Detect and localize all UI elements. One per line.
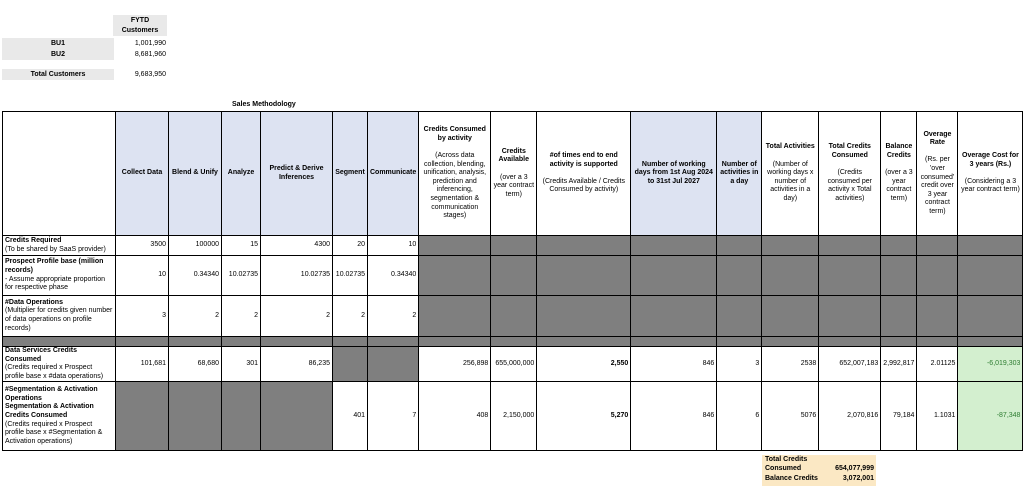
data-services-consumed: 256,898 (419, 347, 491, 382)
data-operations-sub: (Multiplier for credits given number of data operations on profile records) (5, 307, 113, 332)
grey-cell (3, 337, 116, 347)
grey-cell (333, 347, 368, 382)
grey-cell (717, 236, 762, 256)
grey-cell (631, 236, 717, 256)
segmentation-segment: 401 (333, 382, 368, 451)
data-ops-segment: 2 (333, 296, 368, 337)
credits-required-label (3, 236, 116, 256)
header-balance-credits (881, 112, 917, 236)
header-overage-rate-title: Overage Rate (923, 130, 952, 147)
credits-required-predict: 4300 (261, 236, 333, 256)
credits-required-sub: (To be shared by SaaS provider) (5, 245, 106, 253)
table-row (3, 236, 1023, 256)
grey-cell (222, 382, 261, 451)
grey-cell (917, 236, 958, 256)
prospect-blend: 0.34340 (169, 256, 222, 296)
credits-required-collect: 3500 (116, 236, 169, 256)
sales-methodology-table (2, 111, 1023, 451)
data-services-total-activities: 2538 (762, 347, 819, 382)
totals-box (762, 455, 876, 486)
prospect-predict: 10.02735 (261, 256, 333, 296)
section-title: Sales Methodology (232, 101, 296, 108)
credits-required-segment: 20 (333, 236, 368, 256)
corner-cell (3, 112, 116, 236)
total-customers-value: 9,683,950 (134, 71, 166, 78)
header-activities-per-day: Number of activities in a day (717, 112, 762, 236)
data-services-predict: 86,235 (261, 347, 333, 382)
grey-cell (333, 337, 368, 347)
header-analyze: Analyze (222, 112, 261, 236)
grey-cell (116, 382, 169, 451)
grey-cell (491, 236, 537, 256)
prospect-profile-sub: - Assume appropriate proportion for respective phase (5, 275, 105, 292)
header-times-supported-title: #of times end to end activity is supported (549, 152, 618, 168)
data-ops-blend: 2 (169, 296, 222, 337)
header-total-credits-title: Total Credits Consumed (828, 143, 871, 160)
data-ops-communicate: 2 (368, 296, 419, 337)
grey-cell (537, 296, 631, 337)
grey-cell (762, 337, 819, 347)
header-credits-available-sub: (over a 3 year contract term) (493, 173, 535, 198)
header-times-supported-sub: (Credits Available / Credits Consumed by activity) (542, 177, 625, 194)
header-overage-cost (958, 112, 1023, 236)
data-services-label (3, 347, 116, 382)
segmentation-communicate: 7 (368, 382, 419, 451)
header-overage-cost-sub: (Considering a 3 year contract term) (961, 177, 1020, 194)
grey-cell (819, 236, 881, 256)
segmentation-times: 5,270 (537, 382, 631, 451)
grey-cell (762, 256, 819, 296)
grey-cell (169, 382, 222, 451)
bu1-value: 1,001,990 (134, 40, 166, 47)
bu2-value: 8,681,960 (134, 51, 166, 58)
table-row (3, 256, 1023, 296)
grey-cell (762, 236, 819, 256)
segmentation-available: 2,150,000 (491, 382, 537, 451)
total-consumed-value: 654,077,999 (835, 465, 874, 472)
grey-cell (958, 236, 1023, 256)
balance-credits-label: Balance Credits (765, 475, 818, 482)
data-services-days: 846 (631, 347, 717, 382)
grey-cell (631, 256, 717, 296)
segmentation-title-1: #Segmentation & Activation Operations (5, 386, 98, 402)
header-credits-available-title: Credits Available (498, 147, 530, 164)
data-services-total-credits: 652,007,183 (819, 347, 881, 382)
segmentation-balance: 79,184 (881, 382, 917, 451)
header-collect-data: Collect Data (116, 112, 169, 236)
grey-cell (819, 256, 881, 296)
grey-cell (717, 296, 762, 337)
grey-cell (368, 347, 419, 382)
grey-cell (717, 337, 762, 347)
segmentation-consumed: 408 (419, 382, 491, 451)
segmentation-sub: (Credits required x Prospect profile base x #Segmentation & Activation operations) (5, 420, 103, 445)
grey-cell (881, 236, 917, 256)
total-consumed-label-2: Consumed (765, 465, 802, 472)
grey-cell (958, 256, 1023, 296)
credits-required-title: Credits Required (5, 236, 62, 244)
header-overage-rate (917, 112, 958, 236)
grey-cell (537, 337, 631, 347)
header-total-credits-sub: (Credits consumed per activity x Total activities) (827, 169, 872, 202)
grey-cell (717, 256, 762, 296)
grey-cell (222, 337, 261, 347)
grey-cell (958, 296, 1023, 337)
grey-cell (537, 256, 631, 296)
balance-credits-value: 3,072,001 (842, 475, 874, 482)
grey-cell (881, 296, 917, 337)
header-total-credits (819, 112, 881, 236)
grey-cell (917, 256, 958, 296)
header-balance-credits-title: Balance Credits (885, 143, 913, 160)
grey-cell (537, 236, 631, 256)
grey-cell (491, 256, 537, 296)
data-services-overage: 2.01125 (917, 347, 958, 382)
credits-required-blend: 100000 (169, 236, 222, 256)
data-services-cost: -6,019,303 (958, 347, 1023, 382)
grey-cell (819, 296, 881, 337)
header-balance-credits-sub: (over a 3 year contract term) (885, 169, 913, 202)
grey-cell (958, 337, 1023, 347)
grey-cell (419, 256, 491, 296)
prospect-analyze: 10.02735 (222, 256, 261, 296)
header-predict: Predict & Derive Inferences (261, 112, 333, 236)
data-services-available: 655,000,000 (491, 347, 537, 382)
segmentation-perday: 6 (717, 382, 762, 451)
bu1-label: BU1 (2, 38, 114, 49)
data-ops-analyze: 2 (222, 296, 261, 337)
prospect-profile-label (3, 256, 116, 296)
total-consumed-label-1: Total Credits (765, 456, 808, 463)
grey-cell (419, 296, 491, 337)
data-services-times: 2,550 (537, 347, 631, 382)
segmentation-days: 846 (631, 382, 717, 451)
grey-cell (631, 337, 717, 347)
header-credits-consumed-sub: (Across data collection, blending, unification, analysis, prediction and inferencing, segmentation & communication stages) (423, 152, 487, 220)
segmentation-title-2: Segmentation & Activation Credits Consumed (5, 403, 94, 420)
header-overage-rate-sub: (Rs. per 'over consumed' credit over 3 year contract term) (920, 156, 955, 215)
credits-required-analyze: 15 (222, 236, 261, 256)
header-communicate: Communicate (368, 112, 419, 236)
header-blend-unify: Blend & Unify (169, 112, 222, 236)
data-services-sub: (Credits required x Prospect profile base x #data operations) (5, 364, 104, 380)
data-ops-predict: 2 (261, 296, 333, 337)
prospect-segment: 10.02735 (333, 256, 368, 296)
grey-cell (917, 296, 958, 337)
grey-cell (819, 337, 881, 347)
data-services-balance: 2,992,817 (881, 347, 917, 382)
grey-cell (419, 337, 491, 347)
prospect-profile-title: Prospect Profile base (million records) (5, 258, 104, 274)
segmentation-total-credits: 2,070,816 (819, 382, 881, 451)
segmentation-total-activities: 5076 (762, 382, 819, 451)
grey-cell (368, 337, 419, 347)
grey-cell (881, 337, 917, 347)
prospect-collect: 10 (116, 256, 169, 296)
bu2-label: BU2 (2, 49, 114, 60)
grey-cell (762, 296, 819, 337)
grey-cell (491, 296, 537, 337)
data-operations-label (3, 296, 116, 337)
grey-cell (491, 337, 537, 347)
header-credits-consumed (419, 112, 491, 236)
credits-required-communicate: 10 (368, 236, 419, 256)
table-row (3, 347, 1023, 382)
grey-cell (917, 337, 958, 347)
grey-cell (261, 382, 333, 451)
header-working-days: Number of working days from 1st Aug 2024 to 31st Jul 2027 (631, 112, 717, 236)
segmentation-label (3, 382, 116, 451)
header-credits-consumed-title: Credits Consumed by activity (423, 126, 486, 142)
grey-cell (116, 337, 169, 347)
header-times-supported (537, 112, 631, 236)
header-credits-available (491, 112, 537, 236)
table-row (3, 382, 1023, 451)
prospect-communicate: 0.34340 (368, 256, 419, 296)
separator-row (3, 337, 1023, 347)
grey-cell (419, 236, 491, 256)
segmentation-cost: -87,348 (958, 382, 1023, 451)
grey-cell (261, 337, 333, 347)
header-total-activities (762, 112, 819, 236)
data-services-blend: 68,680 (169, 347, 222, 382)
grey-cell (169, 337, 222, 347)
grey-cell (881, 256, 917, 296)
header-total-activities-sub: (Number of working days x number of activities in a day) (767, 160, 814, 202)
header-overage-cost-title: Overage Cost for 3 years (Rs.) (962, 152, 1019, 168)
grey-cell (631, 296, 717, 337)
data-services-collect: 101,681 (116, 347, 169, 382)
data-services-perday: 3 (717, 347, 762, 382)
data-ops-collect: 3 (116, 296, 169, 337)
data-services-title: Data Services Credits Consumed (5, 347, 77, 363)
segmentation-overage: 1.1031 (917, 382, 958, 451)
data-operations-title: #Data Operations (5, 298, 63, 306)
header-row (3, 112, 1023, 236)
fytd-customers-header: FYTD Customers (113, 15, 167, 36)
data-services-analyze: 301 (222, 347, 261, 382)
table-row (3, 296, 1023, 337)
header-segment: Segment (333, 112, 368, 236)
total-customers-label: Total Customers (2, 69, 114, 80)
header-total-activities-title: Total Activities (765, 143, 815, 151)
